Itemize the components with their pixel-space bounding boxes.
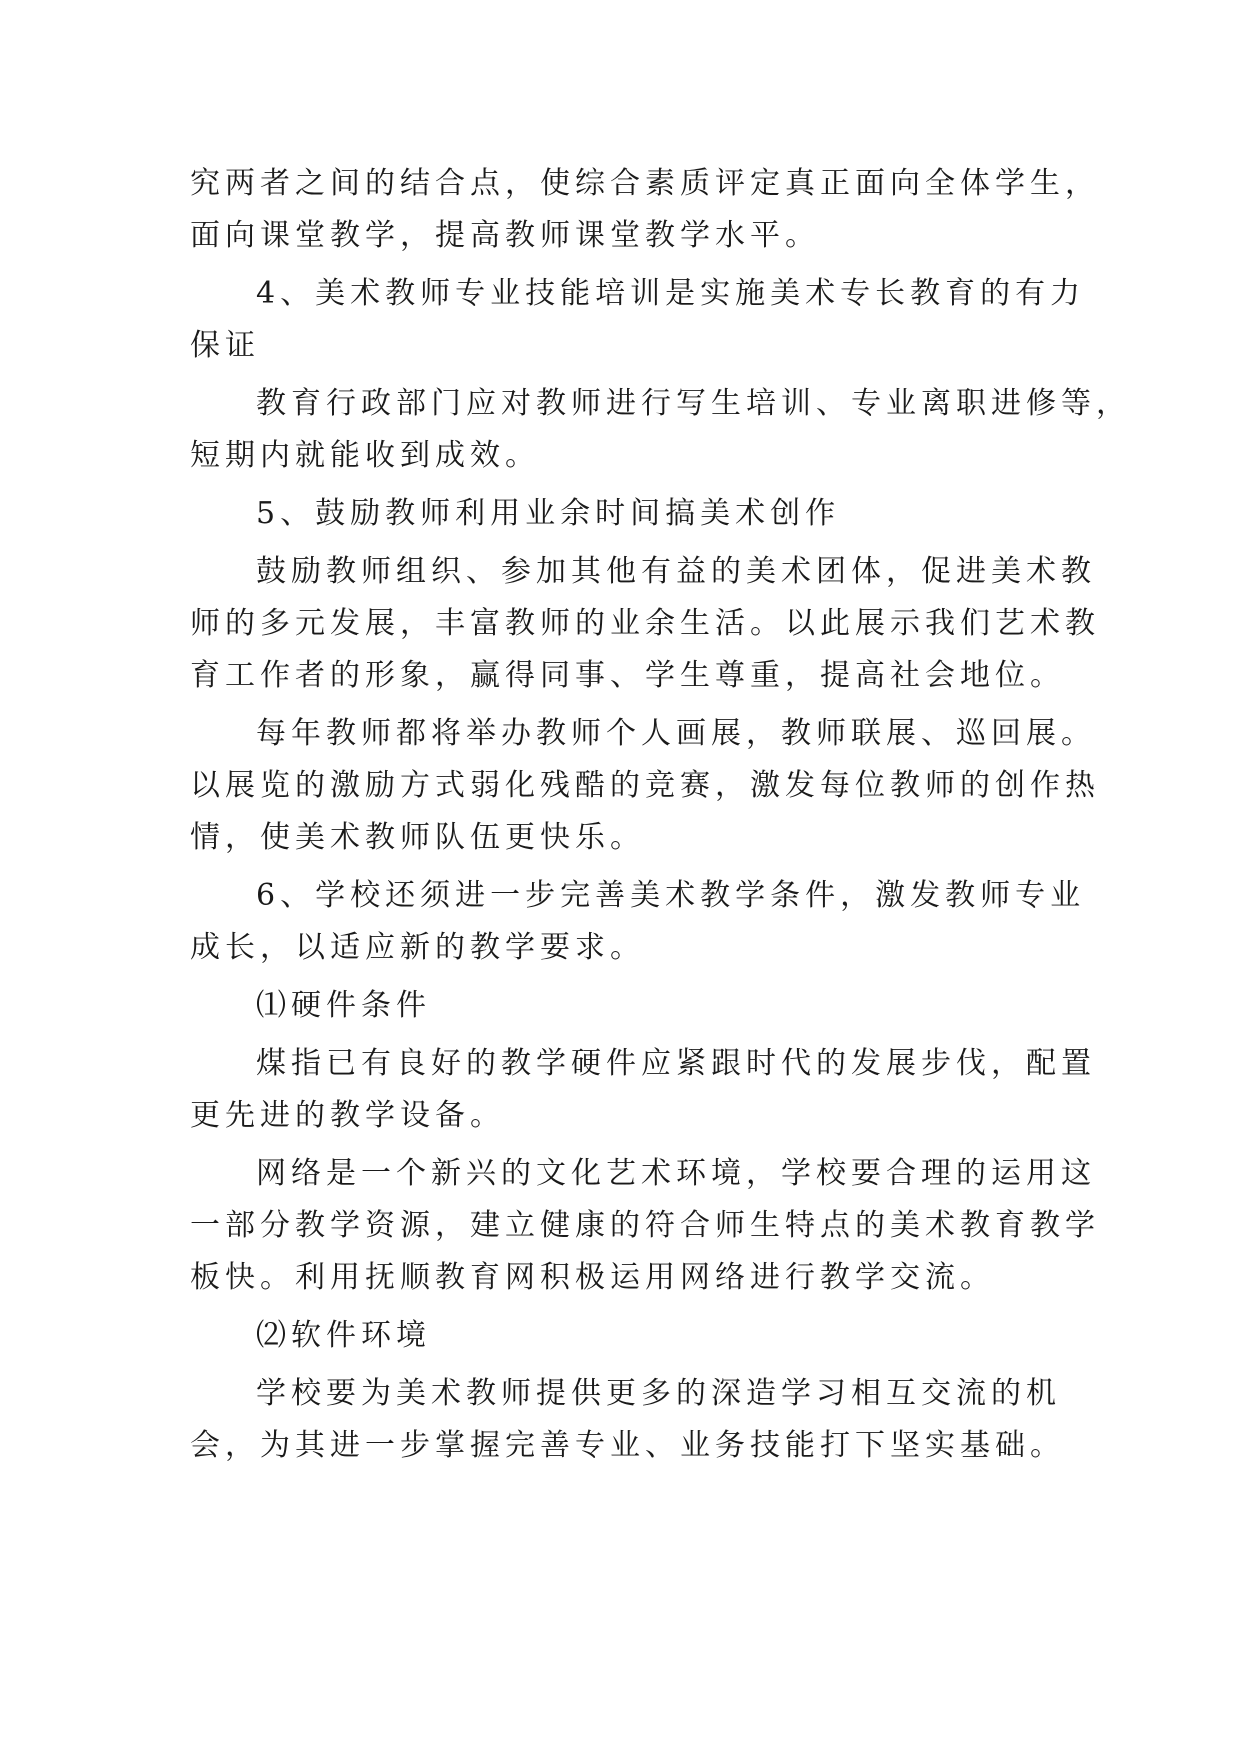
text-line: 鼓励教师组织、参加其他有益的美术团体，促进美术教 [256,554,1096,589]
text-line: 育工作者的形象，赢得同事、学生尊重，提高社会地位。 [190,658,1065,693]
text-line: 会，为其进一步掌握完善专业、业务技能打下坚实基础。 [190,1428,1065,1463]
section-heading: 保证 [190,328,260,363]
text-line: 板快。利用抚顺教育网积极运用网络进行教学交流。 [190,1260,995,1295]
text-line: 一部分教学资源，建立健康的符合师生特点的美术教育教学 [190,1208,1100,1243]
section-heading: 成长，以适应新的教学要求。 [190,930,645,965]
document-body [190,158,1131,1472]
subsection-heading: ⑵软件环境 [256,1318,431,1353]
text-line: 面向课堂教学，提高教师课堂教学水平。 [190,218,820,253]
text-line: 教育行政部门应对教师进行写生培训、专业离职进修等， [256,386,1131,421]
text-line: 学校要为美术教师提供更多的深造学习相互交流的机 [256,1376,1061,1411]
section-heading: 5、鼓励教师利用业余时间搞美术创作 [256,496,841,531]
text-line: 以展览的激励方式弱化残酷的竞赛，激发每位教师的创作热 [190,768,1100,803]
text-line: 究两者之间的结合点，使综合素质评定真正面向全体学生， [190,166,1100,201]
section-heading: 6、学校还须进一步完善美术教学条件，激发教师专业 [256,878,1086,913]
text-line: 短期内就能收到成效。 [190,438,540,473]
subsection-heading: ⑴硬件条件 [256,988,431,1023]
text-line: 煤指已有良好的教学硬件应紧跟时代的发展步伐，配置 [256,1046,1096,1081]
text-line: 网络是一个新兴的文化艺术环境，学校要合理的运用这 [256,1156,1096,1191]
text-line: 师的多元发展，丰富教师的业余生活。以此展示我们艺术教 [190,606,1100,641]
section-heading: 4、美术教师专业技能培训是实施美术专长教育的有力 [256,276,1086,311]
text-line: 每年教师都将举办教师个人画展，教师联展、巡回展。 [256,716,1096,751]
text-line: 更先进的教学设备。 [190,1098,505,1133]
text-line: 情，使美术教师队伍更快乐。 [190,820,645,855]
